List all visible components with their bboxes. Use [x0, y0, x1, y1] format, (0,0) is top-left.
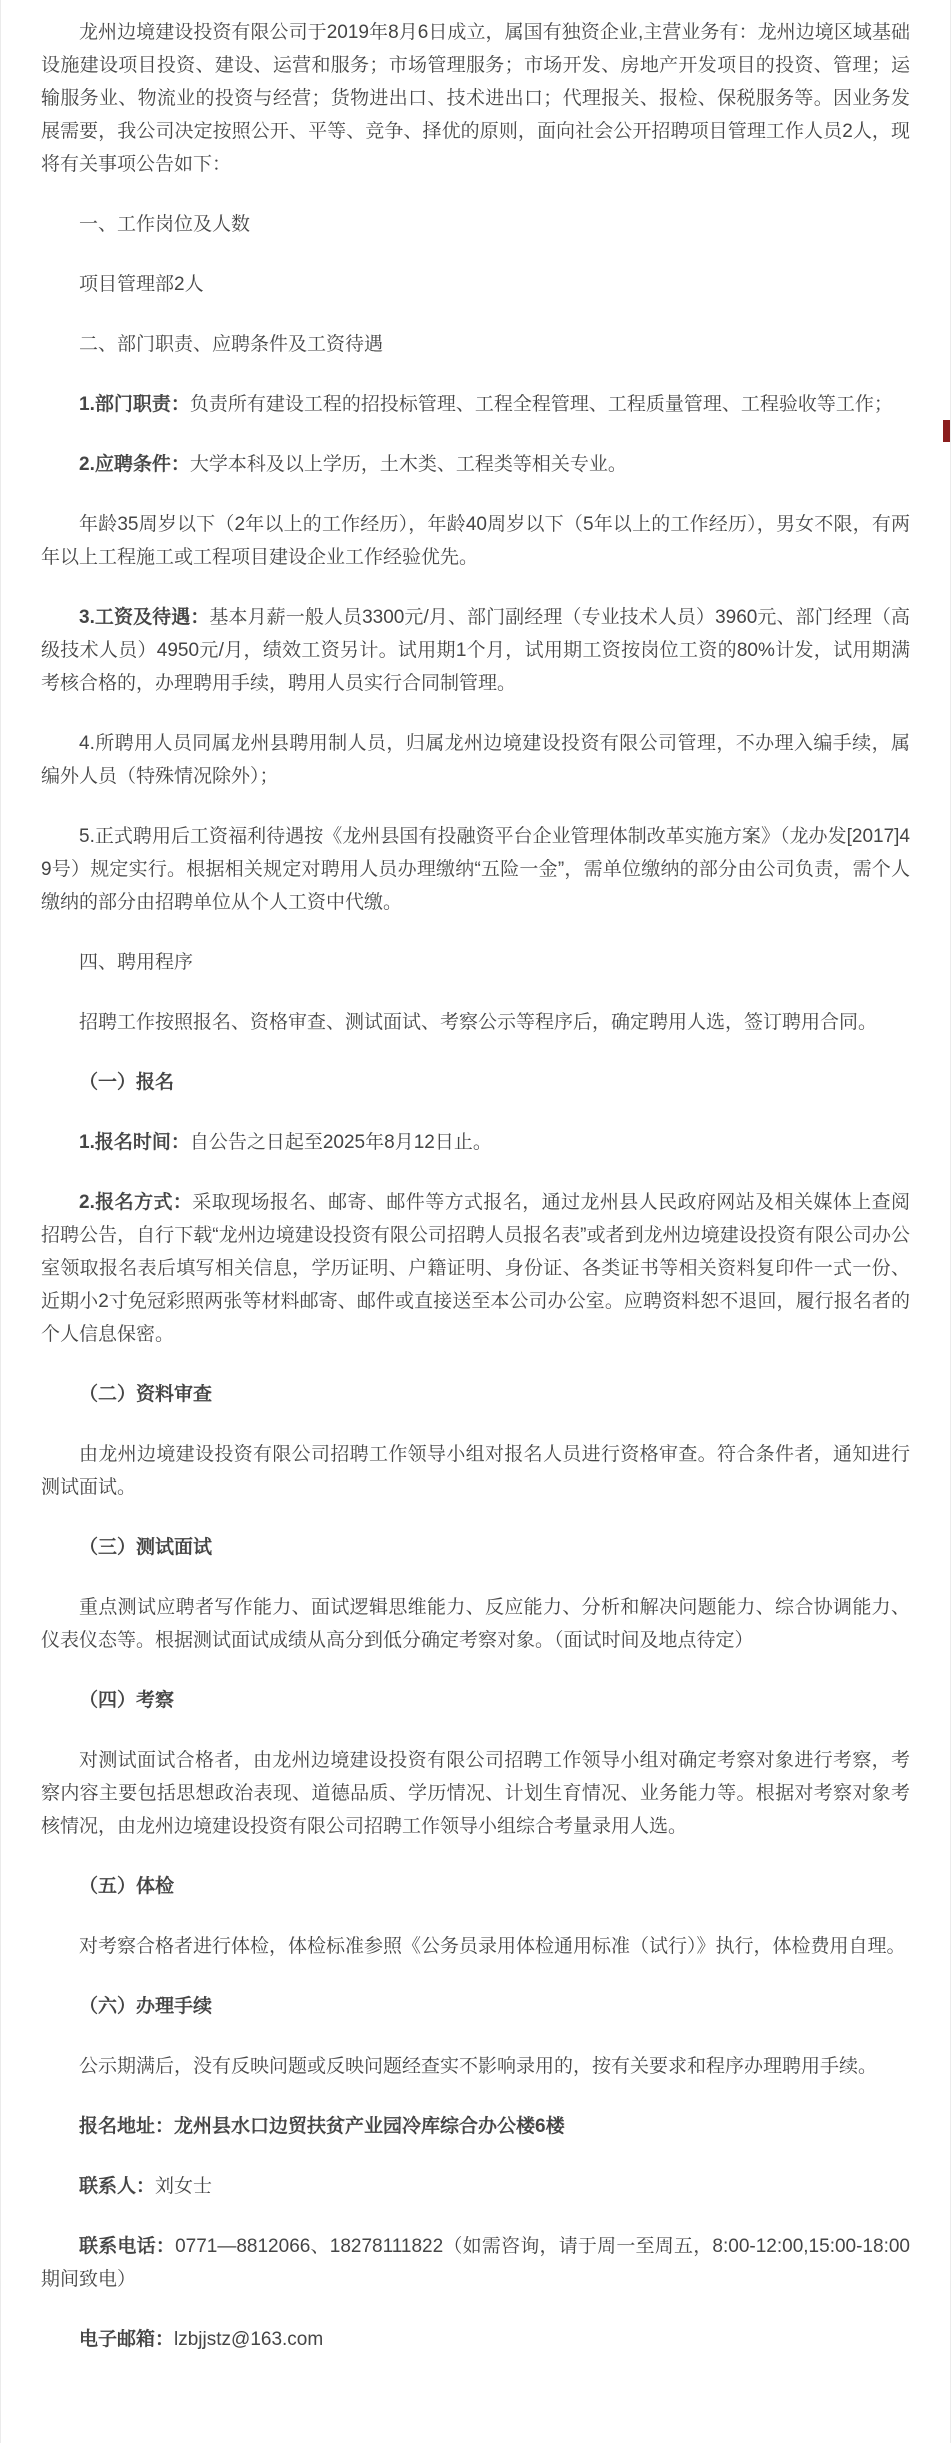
subsection-heading-text: （五）体检	[79, 1876, 175, 1897]
contact-person-text: 刘女士	[155, 2176, 213, 2197]
contact-phone-text: 0771—8812066、18278111822（如需咨询，请于周一至周五，8:00-12:00,15:00-18:00期间致电）	[41, 2236, 910, 2290]
paragraph-label: 2.报名方式：	[79, 1192, 193, 1213]
paragraph-text: 公示期满后，没有反映问题或反映问题经查实不影响录用的，按有关要求和程序办理聘用手续。	[79, 2056, 878, 2077]
contact-email-line	[41, 2323, 910, 2356]
registration-time-paragraph	[41, 1126, 910, 1159]
section-heading-text: 二、部门职责、应聘条件及工资待遇	[79, 334, 384, 355]
physical-exam-paragraph	[41, 1930, 910, 1963]
subsection-heading-text: （一）报名	[79, 1072, 175, 1093]
paragraph-text: 对测试面试合格者，由龙州边境建设投资有限公司招聘工作领导小组对确定考察对象进行考察，考察内容主要包括思想政治表现、道德品质、学历情况、计划生育情况、业务能力等。根据对考察对象考核情况，由龙州边境建设投资有限公司招聘工作领导小组综合考量录用人选。	[41, 1750, 910, 1837]
paragraph-text: 对考察合格者进行体检，体检标准参照《公务员录用体检通用标准（试行）》执行，体检费用自理。	[79, 1936, 906, 1957]
subsection-heading-interview	[41, 1531, 910, 1564]
section-heading-4	[41, 946, 910, 979]
paragraph-text: 自公告之日起至2025年8月12日止。	[189, 1132, 492, 1153]
welfare-paragraph	[41, 820, 910, 919]
subsection-heading-review	[41, 1378, 910, 1411]
inspection-paragraph	[41, 1744, 910, 1843]
contact-phone-line	[41, 2230, 910, 2296]
subsection-heading-text: （二）资料审查	[79, 1384, 213, 1405]
subsection-heading-formalities	[41, 1990, 910, 2023]
review-paragraph	[41, 1438, 910, 1504]
contact-address-text: 报名地址：龙州县水口边贸扶贫产业园冷库综合办公楼6楼	[79, 2116, 565, 2137]
subsection-heading-inspection	[41, 1684, 910, 1717]
interview-paragraph	[41, 1591, 910, 1657]
employment-status-paragraph	[41, 727, 910, 793]
contact-address-line	[41, 2110, 910, 2143]
right-edge-marker	[943, 420, 950, 442]
paragraph-label: 2.应聘条件：	[79, 454, 190, 475]
section-heading-1	[41, 208, 910, 241]
requirements-paragraph	[41, 448, 910, 481]
duties-paragraph	[41, 388, 910, 421]
paragraph-text: 重点测试应聘者写作能力、面试逻辑思维能力、反应能力、分析和解决问题能力、综合协调能力、仪表仪态等。根据测试面试成绩从高分到低分确定考察对象。（面试时间及地点待定）	[41, 1597, 910, 1651]
contact-person-label: 联系人：	[79, 2176, 156, 2197]
paragraph-text: 项目管理部2人	[79, 274, 204, 295]
registration-method-paragraph	[41, 1186, 910, 1351]
paragraph-text: 4.所聘用人员同属龙州县聘用制人员，归属龙州边境建设投资有限公司管理，不办理入编手续，属编外人员（特殊情况除外）；	[41, 733, 910, 787]
contact-person-line	[41, 2170, 910, 2203]
subsection-heading-text: （六）办理手续	[79, 1996, 213, 2017]
paragraph-text: 龙州边境建设投资有限公司于2019年8月6日成立，属国有独资企业,主营业务有：龙州边境区域基础设施建设项目投资、建设、运营和服务；市场管理服务；市场开发、房地产开发项目的投资、管理；运输服务业、物流业的投资与经营；货物进出口、技术进出口；代理报关、报检、保税服务等。因业务发展需要，我公司决定按照公开、平等、竞争、择优的原则，面向社会公开招聘项目管理工作人员2人，现将有关事项公告如下：	[41, 22, 910, 175]
formalities-paragraph	[41, 2050, 910, 2083]
age-requirement-paragraph	[41, 508, 910, 574]
paragraph-label: 1.部门职责：	[79, 394, 190, 415]
position-count-paragraph	[41, 268, 910, 301]
paragraph-label: 1.报名时间：	[79, 1132, 190, 1153]
section-heading-text: 一、工作岗位及人数	[79, 214, 251, 235]
paragraph-text: 5.正式聘用后工资福利待遇按《龙州县国有投融资平台企业管理体制改革实施方案》（龙办发[2017]49号）规定实行。根据相关规定对聘用人员办理缴纳“五险一金”，需单位缴纳的部分由公司负责，需个人缴纳的部分由招聘单位从个人工资中代缴。	[41, 826, 910, 913]
paragraph-text: 基本月薪一般人员3300元/月、部门副经理（专业技术人员）3960元、部门经理（高级技术人员）4950元/月，绩效工资另计。试用期1个月，试用期工资按岗位工资的80%计发，试用期满考核合格的，办理聘用手续，聘用人员实行合同制管理。	[41, 607, 910, 694]
section-heading-2	[41, 328, 910, 361]
paragraph-text: 采取现场报名、邮寄、邮件等方式报名，通过龙州县人民政府网站及相关媒体上查阅招聘公告，自行下载“龙州边境建设投资有限公司招聘人员报名表”或者到龙州边境建设投资有限公司办公室领取报名表后填写相关信息，学历证明、户籍证明、身份证、各类证书等相关资料复印件一式一份、近期小2寸免冠彩照两张等材料邮寄、邮件或直接送至本公司办公室。应聘资料恕不退回，履行报名者的个人信息保密。	[41, 1192, 910, 1345]
section-heading-text: 四、聘用程序	[79, 952, 194, 973]
paragraph-text: 负责所有建设工程的招投标管理、工程全程管理、工程质量管理、工程验收等工作；	[189, 394, 893, 415]
paragraph-label: 3.工资及待遇：	[79, 607, 210, 628]
subsection-heading-physical	[41, 1870, 910, 1903]
subsection-heading-text: （四）考察	[79, 1690, 175, 1711]
contact-email-label: 电子邮箱：	[79, 2329, 175, 2350]
subsection-heading-text: （三）测试面试	[79, 1537, 213, 1558]
paragraph-text: 招聘工作按照报名、资格审查、测试面试、考察公示等程序后，确定聘用人选，签订聘用合同。	[79, 1012, 878, 1033]
contact-phone-label: 联系电话：	[79, 2236, 176, 2257]
paragraph-text: 由龙州边境建设投资有限公司招聘工作领导小组对报名人员进行资格审查。符合条件者，通知进行测试面试。	[41, 1444, 910, 1498]
subsection-heading-registration	[41, 1066, 910, 1099]
paragraph-text: 大学本科及以上学历，土木类、工程类等相关专业。	[189, 454, 627, 475]
procedure-overview-paragraph	[41, 1006, 910, 1039]
intro-paragraph	[41, 16, 910, 181]
paragraph-text: 年龄35周岁以下（2年以上的工作经历），年龄40周岁以下（5年以上的工作经历），男女不限，有两年以上工程施工或工程项目建设企业工作经验优先。	[41, 514, 910, 568]
salary-paragraph	[41, 601, 910, 700]
contact-email-text: lzbjjstz@163.com	[174, 2329, 324, 2350]
